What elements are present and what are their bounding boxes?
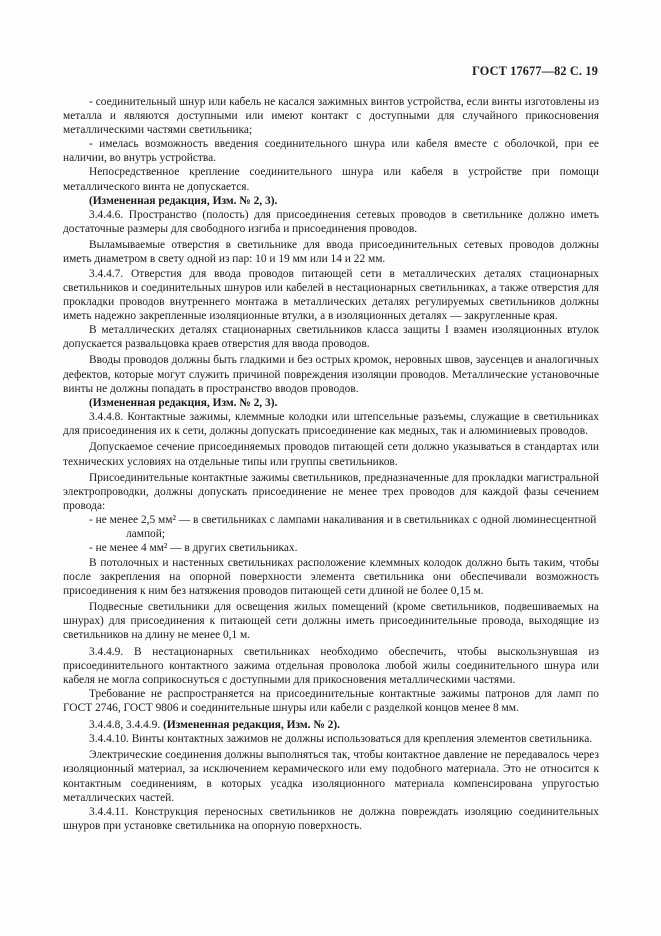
- amendment-note: (Измененная редакция, Изм. № 2).: [163, 718, 341, 731]
- document-body: [63, 95, 599, 833]
- clause-3-4-4-7: 3.4.4.7. Отверстия для ввода проводов питающей сети в металлических деталях стационарных светильников и соединительных шнуров или кабелей в нестационарных светильниках, а также отверстия для прокладки проводов внутреннего монтажа в металлических деталях регулируемых светильников должны иметь надежно закрепленные изоляционные втулки, а в изоляционных деталях — закругленные края.: [63, 267, 599, 322]
- paragraph: Выламываемые отверстия в светильнике для ввода присоединительных сетевых проводов должны иметь диаметром в свету одной из пар: 10 и 19 мм или 14 и 22 мм.: [63, 239, 599, 266]
- paragraph: В потолочных и настенных светильниках расположение клеммных колодок должно быть таким, чтобы после закрепления на опорной поверхности элемента светильника они обеспечивали возможность присоединения к ним без натяжения проводов питающей сети длиной не более 0,15 м.: [63, 556, 599, 597]
- paragraph: Подвесные светильники для освещения жилых помещений (кроме светильников, подвешиваемых на шнурах) для присоединения к питающей сети должны иметь присоединительные провода, выходящие из светильников на длину не менее 0,1 м.: [63, 601, 599, 642]
- paragraph: Требование не распространяется на присоединительные контактные зажимы патронов для ламп по ГОСТ 2746, ГОСТ 9806 и соединительные шнуры или кабели с разделкой концов менее 8 мм.: [63, 688, 599, 715]
- paragraph: В металлических деталях стационарных светильников класса защиты I взамен изоляционных втулок допускается развальцовка краев отверстия для ввода проводов.: [63, 323, 599, 350]
- paragraph: Непосредственное крепление соединительного шнура или кабеля в устройстве при помощи металлического винта не допускается.: [63, 166, 599, 193]
- amendment-note: (Измененная редакция, Изм. № 2, 3).: [89, 396, 278, 409]
- amendment-note: (Измененная редакция, Изм. № 2, 3).: [89, 194, 278, 207]
- clause-3-4-4-9: 3.4.4.9. В нестационарных светильниках необходимо обеспечить, чтобы выскользнувшая из присоединительного контактного зажима отдельная проволока любой жилы соединительного шнура или кабеля не могла соприкоснуться с доступными для прикосновения металлическими частями.: [63, 645, 599, 687]
- clause-3-4-4-11: 3.4.4.11. Конструкция переносных светильников не должна повреждать изоляцию соединительных шнуров при установке светильника на опорную поверхность.: [63, 805, 599, 832]
- clause-3-4-4-8: 3.4.4.8. Контактные зажимы, клеммные колодки или штепсельные разъемы, служащие в светильниках для присоединения их к сети, должны допускать присоединение как медных, так и алюминиевых проводов.: [63, 410, 599, 437]
- clause-numbers: 3.4.4.8, 3.4.4.9.: [89, 718, 161, 731]
- page-header: ГОСТ 17677—82 С. 19: [472, 64, 598, 78]
- clause-3-4-4-6: 3.4.4.6. Пространство (полость) для присоединения сетевых проводов в светильнике должно иметь достаточные размеры для свободного изгиба и присоединения проводов.: [63, 208, 599, 235]
- paragraph: - соединительный шнур или кабель не касался зажимных винтов устройства, если винты изготовлены из металла и являются доступными или имеют контакт с доступными для случайного прикосновения металлическими частями светильника;: [63, 96, 599, 137]
- paragraph: Электрические соединения должны выполняться так, чтобы контактное давление не передавалось через изоляционный материал, за исключением керамического или ему подобного материала. Это не относится к контактным соединениям, в которых усадка изоляционного материала компенсирована упругостью металлических частей.: [63, 749, 599, 804]
- amendment-line: [63, 718, 599, 732]
- paragraph: Вводы проводов должны быть гладкими и без острых кромок, неровных швов, заусенцев и аналогичных дефектов, которые могут служить причиной повреждения изоляции проводов. Металлические установочные винты не должны попадать в пространство вводов проводов.: [63, 354, 599, 395]
- list-item: - не менее 4 мм² — в других светильниках.: [89, 542, 298, 555]
- paragraph: Допускаемое сечение присоединяемых проводов питающей сети должно указываться в стандартах или технических условиях на отдельные типы или группы светильников.: [63, 441, 599, 468]
- list-item: - не менее 2,5 мм² — в светильниках с лампами накаливания и в светильниках с одной люминесцентной лампой;: [89, 514, 597, 541]
- paragraph: - имелась возможность введения соединительного шнура или кабеля вместе с оболочкой, при ее наличии, во внутрь устройства.: [63, 138, 599, 165]
- paragraph: Присоединительные контактные зажимы светильников, предназначенные для прокладки магистральной электропроводки, должны допускать присоединение не менее трех проводов для каждой фазы сечением провода:: [63, 472, 599, 513]
- clause-3-4-4-10: 3.4.4.10. Винты контактных зажимов не должны использоваться для крепления элементов светильника.: [89, 732, 593, 745]
